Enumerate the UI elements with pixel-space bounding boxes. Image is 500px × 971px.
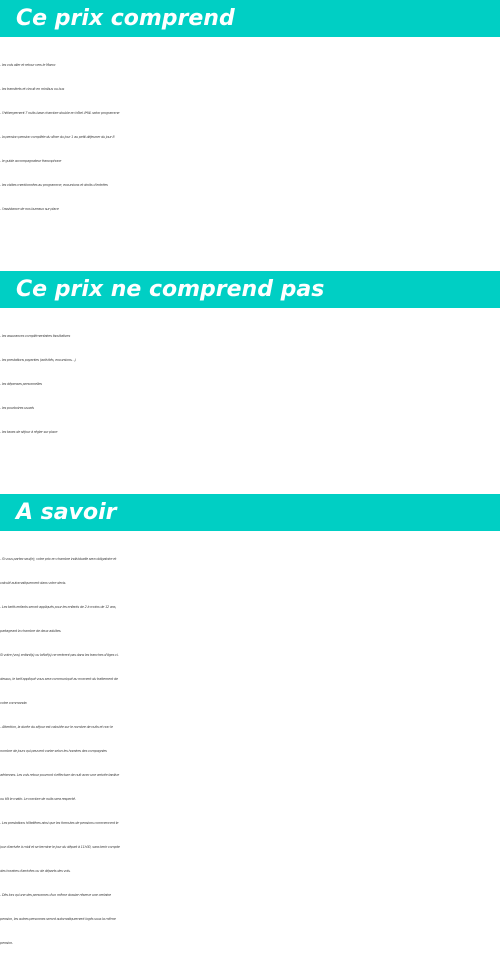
to-know-text bbox=[0, 547, 500, 955]
list-item: - le guide accompagnateur francophone bbox=[0, 159, 62, 163]
list-item: - la pension pension complète du dîner du jour 1 au petit-déjeuner du jour 8 bbox=[0, 135, 115, 139]
list-item: - les vols aller et retour vers le Maroc bbox=[0, 63, 56, 67]
text-line: - Les tarifs enfants seront appliqués pour les enfants de 2 à moins de 12 ans, bbox=[0, 605, 117, 609]
includes-list bbox=[0, 53, 500, 221]
text-line: - Les prestations hôtelières ainsi que les formules de pensions commencent le bbox=[0, 821, 119, 825]
list-item: - les assurances complémentaires facultatives bbox=[0, 334, 71, 338]
to-know-heading: A savoir bbox=[0, 494, 500, 531]
list-item: - les pourboires usuels bbox=[0, 406, 34, 410]
excludes-heading: Ce prix ne comprend pas bbox=[0, 271, 500, 308]
includes-heading: Ce prix comprend bbox=[0, 0, 500, 37]
list-item: - les transferts et circuit en minibus ou bus bbox=[0, 87, 65, 91]
text-line: aériennes. Les vols retour pourront s'effectuer de nuit avec une arrivée tardive bbox=[0, 773, 119, 777]
text-line: pension. bbox=[0, 941, 13, 945]
text-line: nombre de jours qui peuvent varier selon les horaires des compagnies bbox=[0, 749, 107, 753]
text-line: dessus, le tarif appliqué vous sera communiqué au moment du traitement de bbox=[0, 677, 118, 681]
list-item: - les taxes de séjour à régler sur place bbox=[0, 430, 58, 434]
list-item: - les dépenses personnelles bbox=[0, 382, 42, 386]
excludes-list bbox=[0, 324, 500, 444]
list-item: - l’assistance de nos bureaux sur place bbox=[0, 207, 59, 211]
list-item: - les prestations payantes (activités, excursions…) bbox=[0, 358, 76, 362]
list-item: - les visites mentionnées au programme, excursions et droits d’entrées bbox=[0, 183, 108, 187]
text-line: partageant la chambre de deux adultes. bbox=[0, 629, 62, 633]
text-line: calculé automatiquement dans votre devis. bbox=[0, 581, 66, 585]
text-line: des horaires d'arrivées ou de départs des vols. bbox=[0, 869, 71, 873]
text-line: - Si vous partez seul(e), votre prix en chambre individuelle sera obligatoire et bbox=[0, 557, 117, 561]
text-line: Si votre (vos) enfant(s) ou bébé(s) ne rentrent pas dans les tranches d'âges ci- bbox=[0, 653, 119, 657]
list-item: - l’hébergement 7 nuits base chambre double en hôtel 4*NL selon programme bbox=[0, 111, 120, 115]
text-line: pension, les autres personnes seront automatiquement logés sous la même bbox=[0, 917, 116, 921]
text-line: - Attention, la durée du séjour est calculée sur le nombre de nuits et non le bbox=[0, 725, 113, 729]
text-line: jour d'arrivée à midi et se termine le jour du départ à 11h30, sans tenir compte bbox=[0, 845, 120, 849]
text-line: ou tôt le matin. Le nombre de nuits sera respecté. bbox=[0, 797, 76, 801]
text-line: votre commande. bbox=[0, 701, 28, 705]
text-line: - Dès lors qu'une des personnes d'un même dossier réserve une certaine bbox=[0, 893, 111, 897]
